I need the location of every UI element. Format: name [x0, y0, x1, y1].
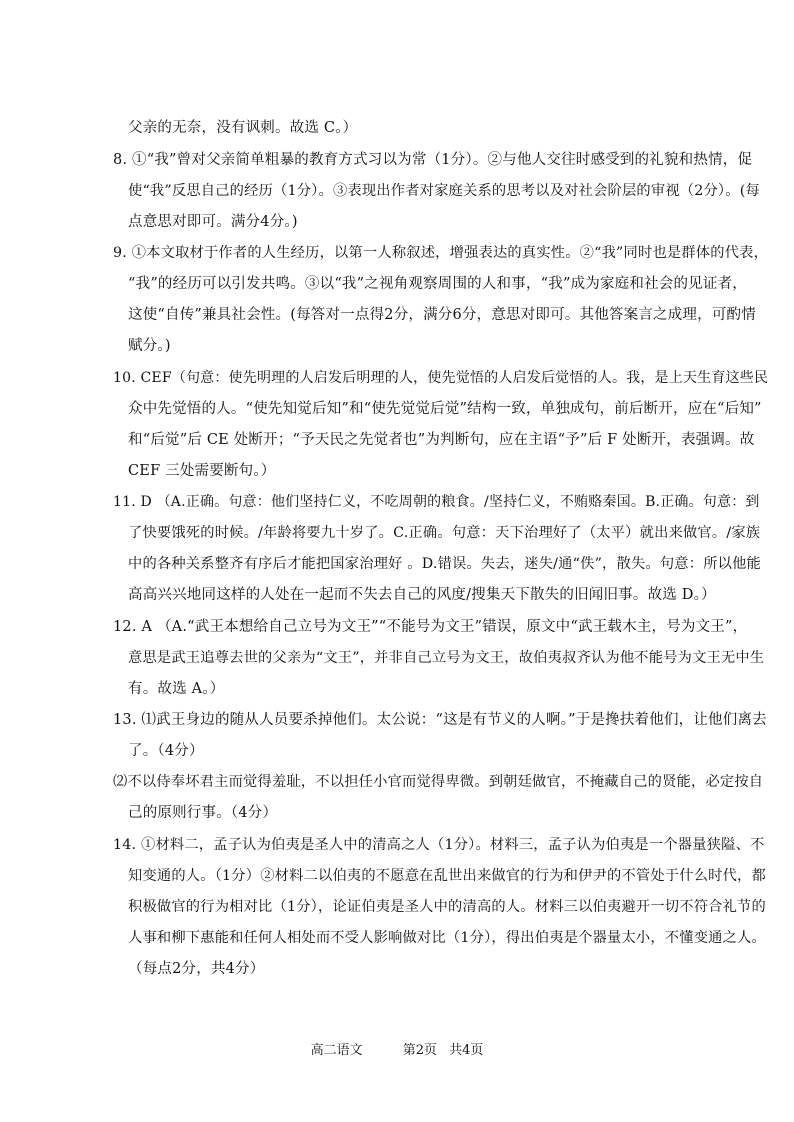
answer-13-1-line-1: 13. ⑴武王身边的随从人员要杀掉他们。太公说：“这是有节义的人啊。”于是搀扶着他们，让他们离去: [113, 712, 767, 728]
footer-page-number: 第2页: [402, 1043, 437, 1058]
answer-14-line-5: （每点2分，共4分）: [128, 961, 265, 977]
answer-11-line-1: 11. D （A.正确。句意：他们坚持仁义，不吃周朝的粮食。/坚持仁义，不贿赂秦国。B.正确。句意：到: [113, 494, 760, 510]
answer-10-line-2: 众中先觉悟的人。“使先知觉后知”和“使先觉觉后觉”结构一致，单独成句，前后断开，应在“后知”: [128, 401, 762, 417]
answer-14-line-4: 人事和柳下惠能和任何人相处而不受人影响做对比（1分），得出伯夷是个器量太小，不懂变通之人。: [128, 930, 766, 946]
answer-14-line-3: 积极做官的行为相对比（1分），论证伯夷是圣人中的清高的人。材料三以伯夷避开一切不符合礼节的: [128, 899, 766, 915]
answer-11-line-3: 中的各种关系整齐有序后才能把国家治理好 。D.错误。失去，迷失/通“佚”，散失。句意：所以他能: [128, 556, 761, 572]
answer-13-2-line-2: 己的原则行事。（4分）: [128, 805, 278, 821]
answer-8-line-3: 点意思对即可。满分4分。): [128, 214, 298, 230]
footer-total-pages: 共4页: [449, 1043, 484, 1058]
answer-12-line-1: 12. A （A.“武王本想给自己立号为文王”“不能号为文王”错误，原文中“武王载木主，号为文王”，: [113, 619, 748, 635]
answer-8-line-2: 使“我”反思自己的经历（1分）。③表现出作者对家庭关系的思考以及对社会阶层的审视（2分）。(每: [128, 183, 760, 199]
answer-8-line-1: 8. ①“我”曾对父亲简单粗暴的教育方式习以为常（1分）。②与他人交往时感受到的礼貌和热情，促: [113, 152, 753, 168]
answer-10-line-3: 和“后觉”后 CE 处断开；“予天民之先觉者也”为判断句，应在主语“予”后 F 处断开，表强调。故: [128, 432, 755, 448]
answer-12-line-2: 意思是武王追尊去世的父亲为“文王”，并非自己立号为文王，故伯夷叔齐认为他不能号为文王无中生: [128, 650, 765, 666]
answer-10-line-1: 10. CEF（句意：使先明理的人启发后明理的人，使先觉悟的人启发后觉悟的人。我，是上天生育这些民: [113, 370, 769, 386]
answer-9-line-1: 9. ①本文取材于作者的人生经历，以第一人称叙述，增强表达的真实性。②“我”同时也是群体的代表，: [113, 245, 769, 261]
answer-14-line-1: 14. ①材料二，孟子认为伯夷是圣人中的清高之人（1分）。材料三，孟子认为伯夷是一个器量狭隘、不: [113, 837, 765, 853]
page-footer: [0, 1042, 794, 1060]
text-line-8-cont: 父亲的无奈，没有讽刺。故选 C。）: [128, 120, 358, 136]
answer-13-2-line-1: ⑵不以侍奉坏君主而觉得羞耻，不以担任小官而觉得卑微。到朝廷做官，不掩藏自己的贤能，必定按自: [113, 774, 764, 790]
answer-13-1-line-2: 了。（4分）: [128, 743, 204, 759]
answer-10-line-4: CEF 三处需要断句。）: [128, 463, 276, 479]
answer-9-line-3: 这使“自传”兼具社会性。(每答对一点得2分，满分6分，意思对即可。其他答案言之成理，可酌情: [128, 307, 756, 323]
answer-11-line-2: 了快要饿死的时候。/年龄将要九十岁了。C.正确。句意：天下治理好了（太平）就出来做官。/家族: [128, 525, 761, 541]
answer-9-line-4: 赋分。): [128, 338, 171, 354]
answer-11-line-4: 高高兴兴地同这样的人处在一起而不失去自己的风度/搜集天下散失的旧闻旧事。故选 D。）: [128, 587, 716, 603]
footer-subject: 高二语文: [310, 1043, 363, 1058]
answer-9-line-2: “我”的经历可以引发共鸣。③以“我”之视角观察周围的人和事，“我”成为家庭和社会的见证者，: [128, 276, 747, 292]
answer-12-line-3: 有。故选 A。）: [128, 681, 225, 697]
answer-14-line-2: 知变通的人。（1分）②材料二以伯夷的不愿意在乱世出来做官的行为和伊尹的不管处于什么时代，都: [128, 868, 766, 884]
